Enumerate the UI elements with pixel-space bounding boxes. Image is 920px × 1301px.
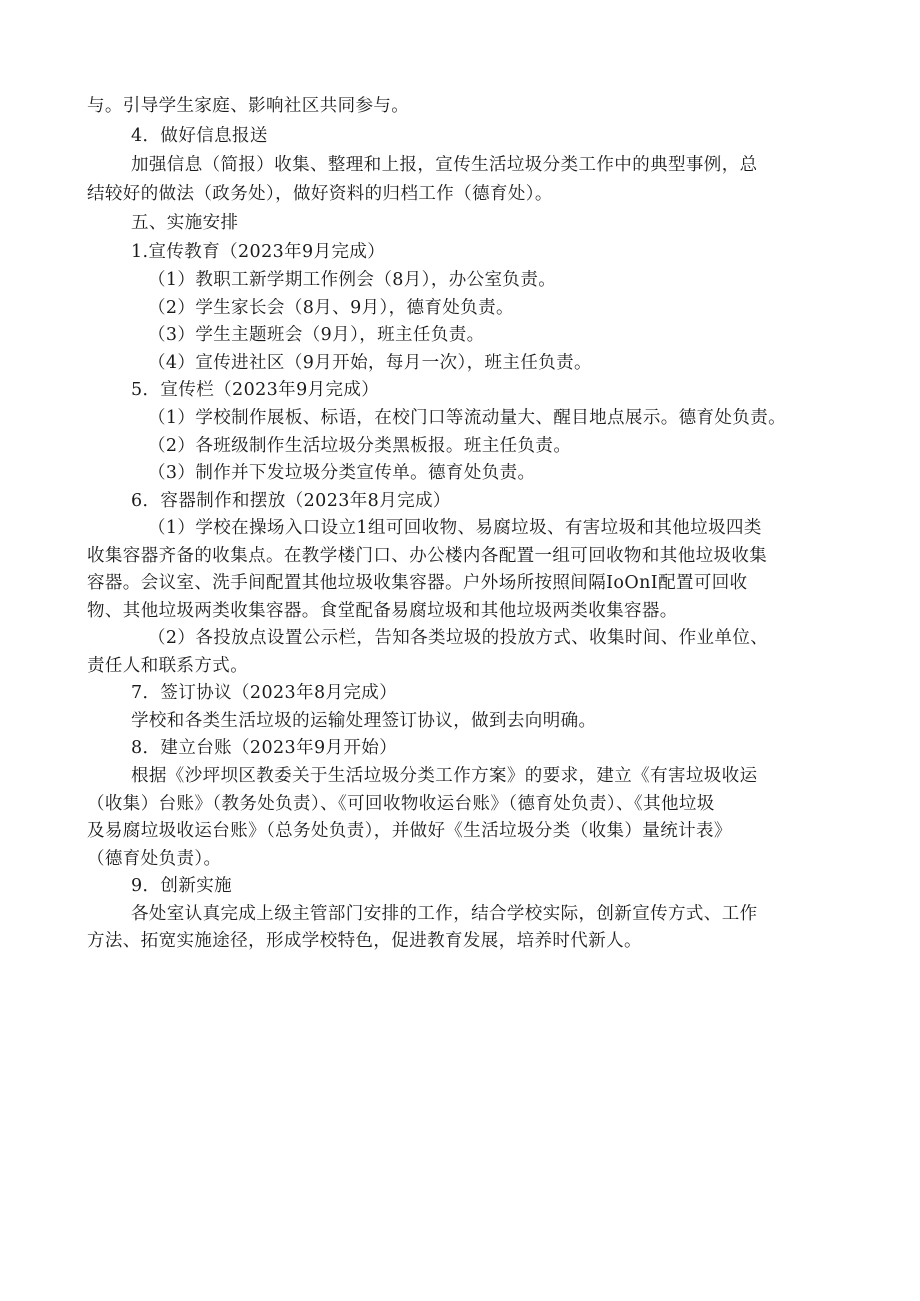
list-item: （2）各班级制作生活垃圾分类黑板报。班主任负责。 — [148, 436, 572, 456]
text-line: 及易腐垃圾收运台账》（总务处负责），并做好《生活垃圾分类（收集）量统计表》 — [87, 821, 732, 841]
text-line: 学校和各类生活垃圾的运输处理签订协议，做到去向明确。 — [131, 711, 597, 731]
section-heading: 9．创新实施 — [131, 876, 233, 896]
list-item: （1）学校制作展板、标语，在校门口等流动量大、醒目地点展示。德育处负责。 — [148, 408, 787, 428]
text-line: 方法、拓宽实施途径，形成学校特色，促进教育发展，培养时代新人。 — [87, 931, 642, 951]
list-item: （3）学生主题班会（9月），班主任负责。 — [148, 325, 485, 345]
text-line: 责任人和联系方式。 — [87, 656, 249, 676]
text-line: 与。引导学生家庭、影响社区共同参与。 — [87, 96, 410, 116]
text-line: 加强信息（简报）收集、整理和上报，宣传生活垃圾分类工作中的典型事例，总 — [131, 155, 758, 175]
section-heading: 8．建立台账（2023年9月开始） — [131, 738, 398, 758]
text-line: 各处室认真完成上级主管部门安排的工作，结合学校实际，创新宣传方式、工作 — [131, 904, 758, 924]
list-item: （3）制作并下发垃圾分类宣传单。德育处负责。 — [148, 463, 536, 483]
list-item: （4）宣传进社区（9月开始，每月一次），班主任负责。 — [148, 353, 592, 373]
section-heading: 5．宣传栏（2023年9月完成） — [131, 380, 380, 400]
text-line: 根据《沙坪坝区教委关于生活垃圾分类工作方案》的要求，建立《有害垃圾收运 — [131, 766, 758, 786]
list-item: （2）各投放点设置公示栏，告知各类垃圾的投放方式、收集时间、作业单位、 — [148, 628, 769, 648]
section-heading: 五、实施安排 — [131, 213, 239, 233]
text-line: 收集容器齐备的收集点。在教学楼门口、办公楼内各配置一组可回收物和其他垃圾收集 — [87, 546, 768, 566]
text-line: 容器。会议室、洗手间配置其他垃圾收集容器。户外场所按照间隔IoOnI配置可回收 — [87, 573, 748, 593]
section-heading: 1.宣传教育（2023年9月完成） — [131, 242, 386, 262]
text-line: 物、其他垃圾两类收集容器。食堂配备易腐垃圾和其他垃圾两类收集容器。 — [87, 601, 678, 621]
section-heading: 7．签订协议（2023年8月完成） — [131, 683, 398, 703]
text-line: 结较好的做法（政务处），做好资料的归档工作（德育处）。 — [87, 184, 553, 204]
text-line: （收集）台账》（教务处负责）、《可回收物收运台账》（德育处负责）、《其他垃圾 — [87, 794, 715, 814]
list-item: （2）学生家长会（8月、9月），德育处负责。 — [148, 298, 514, 318]
list-item: （1）教职工新学期工作例会（8月），办公室负责。 — [148, 270, 557, 290]
section-heading: 4．做好信息报送 — [131, 126, 268, 146]
text-line: （德育处负责）。 — [87, 849, 222, 869]
list-item: （1）学校在操场入口设立1组可回收物、易腐垃圾、有害垃圾和其他垃圾四类 — [148, 518, 762, 538]
section-heading: 6．容器制作和摆放（2023年8月完成） — [131, 491, 451, 511]
